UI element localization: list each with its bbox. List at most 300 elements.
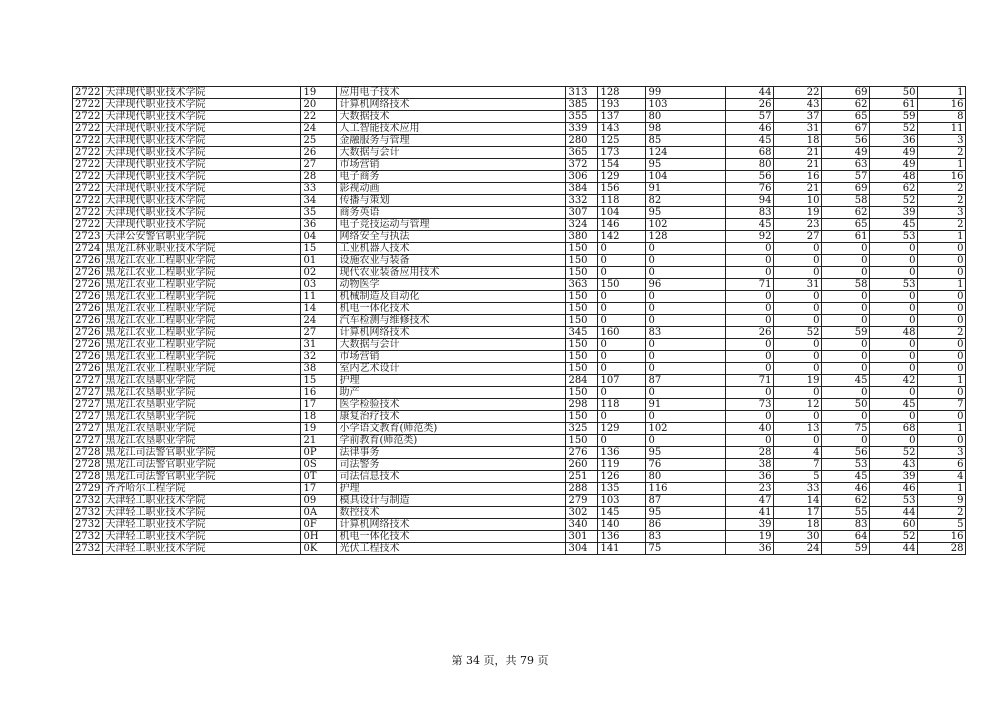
score-f-cell: 68 bbox=[870, 423, 918, 435]
score-f-cell: 49 bbox=[870, 159, 918, 171]
score-g-cell: 1 bbox=[918, 231, 966, 243]
score-c-cell: 0 bbox=[726, 339, 774, 351]
total-score-cell: 150 bbox=[566, 411, 598, 423]
major-name-cell: 市场营销 bbox=[337, 159, 566, 171]
score-e-cell: 58 bbox=[822, 195, 870, 207]
score-a-cell: 0 bbox=[598, 255, 646, 267]
admission-score-table bbox=[72, 86, 966, 555]
score-a-cell: 142 bbox=[598, 231, 646, 243]
score-g-cell: 2 bbox=[918, 183, 966, 195]
major-name-cell: 机械制造及自动化 bbox=[337, 291, 566, 303]
score-c-cell: 19 bbox=[726, 531, 774, 543]
total-score-cell: 150 bbox=[566, 255, 598, 267]
score-e-cell: 57 bbox=[822, 171, 870, 183]
school-code-cell: 2728 bbox=[73, 447, 103, 459]
table-row bbox=[73, 195, 966, 207]
score-g-cell: 0 bbox=[918, 267, 966, 279]
school-name-cell: 黑龙江农业工程职业学院 bbox=[103, 339, 301, 351]
score-c-cell: 45 bbox=[726, 219, 774, 231]
score-e-cell: 63 bbox=[822, 159, 870, 171]
school-name-cell: 黑龙江农业工程职业学院 bbox=[103, 291, 301, 303]
score-c-cell: 0 bbox=[726, 387, 774, 399]
major-name-cell: 计算机网络技术 bbox=[337, 519, 566, 531]
score-g-cell: 16 bbox=[918, 171, 966, 183]
score-d-cell: 16 bbox=[774, 171, 822, 183]
score-f-cell: 52 bbox=[870, 123, 918, 135]
major-name-cell: 汽车检测与维修技术 bbox=[337, 315, 566, 327]
score-e-cell: 59 bbox=[822, 327, 870, 339]
score-a-cell: 118 bbox=[598, 195, 646, 207]
school-name-cell: 天津现代职业技术学院 bbox=[103, 111, 301, 123]
score-b-cell: 95 bbox=[646, 207, 726, 219]
school-code-cell: 2726 bbox=[73, 279, 103, 291]
score-c-cell: 71 bbox=[726, 375, 774, 387]
score-c-cell: 0 bbox=[726, 243, 774, 255]
score-g-cell: 28 bbox=[918, 543, 966, 555]
major-name-cell: 网络安全与执法 bbox=[337, 231, 566, 243]
score-c-cell: 0 bbox=[726, 351, 774, 363]
score-b-cell: 0 bbox=[646, 411, 726, 423]
school-code-cell: 2727 bbox=[73, 423, 103, 435]
score-c-cell: 68 bbox=[726, 147, 774, 159]
major-name-cell: 医学检验技术 bbox=[337, 399, 566, 411]
total-score-cell: 276 bbox=[566, 447, 598, 459]
table-row bbox=[73, 387, 966, 399]
score-d-cell: 21 bbox=[774, 159, 822, 171]
table-row bbox=[73, 171, 966, 183]
major-name-cell: 计算机网络技术 bbox=[337, 99, 566, 111]
school-code-cell: 2729 bbox=[73, 483, 103, 495]
score-d-cell: 0 bbox=[774, 363, 822, 375]
score-g-cell: 0 bbox=[918, 291, 966, 303]
score-a-cell: 141 bbox=[598, 543, 646, 555]
school-code-cell: 2732 bbox=[73, 495, 103, 507]
score-e-cell: 65 bbox=[822, 219, 870, 231]
score-b-cell: 0 bbox=[646, 339, 726, 351]
score-g-cell: 7 bbox=[918, 399, 966, 411]
score-g-cell: 2 bbox=[918, 507, 966, 519]
score-g-cell: 1 bbox=[918, 87, 966, 99]
score-e-cell: 0 bbox=[822, 303, 870, 315]
score-d-cell: 5 bbox=[774, 471, 822, 483]
total-score-cell: 325 bbox=[566, 423, 598, 435]
score-a-cell: 0 bbox=[598, 351, 646, 363]
score-g-cell: 0 bbox=[918, 303, 966, 315]
major-name-cell: 室内艺术设计 bbox=[337, 363, 566, 375]
score-e-cell: 45 bbox=[822, 471, 870, 483]
school-code-cell: 2722 bbox=[73, 147, 103, 159]
score-a-cell: 0 bbox=[598, 363, 646, 375]
major-code-cell: 0S bbox=[301, 459, 337, 471]
total-score-cell: 150 bbox=[566, 351, 598, 363]
major-code-cell: 20 bbox=[301, 99, 337, 111]
school-name-cell: 天津现代职业技术学院 bbox=[103, 195, 301, 207]
score-c-cell: 47 bbox=[726, 495, 774, 507]
score-f-cell: 0 bbox=[870, 303, 918, 315]
total-score-cell: 279 bbox=[566, 495, 598, 507]
score-a-cell: 0 bbox=[598, 291, 646, 303]
score-g-cell: 0 bbox=[918, 339, 966, 351]
score-a-cell: 136 bbox=[598, 531, 646, 543]
score-b-cell: 128 bbox=[646, 231, 726, 243]
major-code-cell: 35 bbox=[301, 207, 337, 219]
score-f-cell: 0 bbox=[870, 291, 918, 303]
score-a-cell: 0 bbox=[598, 411, 646, 423]
score-b-cell: 0 bbox=[646, 387, 726, 399]
score-d-cell: 0 bbox=[774, 351, 822, 363]
score-f-cell: 44 bbox=[870, 543, 918, 555]
score-g-cell: 8 bbox=[918, 111, 966, 123]
school-name-cell: 天津现代职业技术学院 bbox=[103, 123, 301, 135]
score-a-cell: 128 bbox=[598, 87, 646, 99]
score-f-cell: 45 bbox=[870, 219, 918, 231]
major-name-cell: 金融服务与管理 bbox=[337, 135, 566, 147]
score-d-cell: 43 bbox=[774, 99, 822, 111]
score-d-cell: 0 bbox=[774, 435, 822, 447]
table-row bbox=[73, 303, 966, 315]
total-score-cell: 302 bbox=[566, 507, 598, 519]
major-code-cell: 16 bbox=[301, 387, 337, 399]
score-b-cell: 87 bbox=[646, 495, 726, 507]
score-c-cell: 23 bbox=[726, 483, 774, 495]
score-e-cell: 61 bbox=[822, 231, 870, 243]
school-code-cell: 2727 bbox=[73, 399, 103, 411]
score-e-cell: 0 bbox=[822, 387, 870, 399]
score-d-cell: 21 bbox=[774, 147, 822, 159]
score-e-cell: 0 bbox=[822, 339, 870, 351]
major-name-cell: 模具设计与制造 bbox=[337, 495, 566, 507]
table-row bbox=[73, 411, 966, 423]
major-code-cell: 11 bbox=[301, 291, 337, 303]
table-row bbox=[73, 483, 966, 495]
score-e-cell: 0 bbox=[822, 315, 870, 327]
school-name-cell: 天津现代职业技术学院 bbox=[103, 207, 301, 219]
score-c-cell: 38 bbox=[726, 459, 774, 471]
score-b-cell: 95 bbox=[646, 507, 726, 519]
school-code-cell: 2726 bbox=[73, 327, 103, 339]
major-name-cell: 助产 bbox=[337, 387, 566, 399]
score-c-cell: 0 bbox=[726, 411, 774, 423]
score-e-cell: 67 bbox=[822, 123, 870, 135]
score-f-cell: 60 bbox=[870, 519, 918, 531]
score-d-cell: 31 bbox=[774, 279, 822, 291]
major-code-cell: 04 bbox=[301, 231, 337, 243]
major-name-cell: 传播与策划 bbox=[337, 195, 566, 207]
school-name-cell: 天津现代职业技术学院 bbox=[103, 159, 301, 171]
score-e-cell: 69 bbox=[822, 183, 870, 195]
school-name-cell: 天津轻工职业技术学院 bbox=[103, 495, 301, 507]
score-c-cell: 73 bbox=[726, 399, 774, 411]
school-code-cell: 2732 bbox=[73, 531, 103, 543]
score-b-cell: 98 bbox=[646, 123, 726, 135]
score-c-cell: 36 bbox=[726, 471, 774, 483]
school-code-cell: 2722 bbox=[73, 87, 103, 99]
score-g-cell: 0 bbox=[918, 435, 966, 447]
school-code-cell: 2727 bbox=[73, 375, 103, 387]
school-code-cell: 2726 bbox=[73, 303, 103, 315]
score-d-cell: 33 bbox=[774, 483, 822, 495]
score-a-cell: 104 bbox=[598, 207, 646, 219]
major-name-cell: 司法信息技术 bbox=[337, 471, 566, 483]
major-name-cell: 市场营销 bbox=[337, 351, 566, 363]
score-b-cell: 86 bbox=[646, 519, 726, 531]
total-score-cell: 288 bbox=[566, 483, 598, 495]
major-name-cell: 工业机器人技术 bbox=[337, 243, 566, 255]
table-row bbox=[73, 423, 966, 435]
school-name-cell: 天津现代职业技术学院 bbox=[103, 135, 301, 147]
score-c-cell: 94 bbox=[726, 195, 774, 207]
school-name-cell: 黑龙江农垦职业学院 bbox=[103, 411, 301, 423]
score-e-cell: 49 bbox=[822, 147, 870, 159]
score-b-cell: 0 bbox=[646, 267, 726, 279]
major-code-cell: 0H bbox=[301, 531, 337, 543]
score-e-cell: 0 bbox=[822, 363, 870, 375]
school-name-cell: 黑龙江林业职业技术学院 bbox=[103, 243, 301, 255]
score-a-cell: 103 bbox=[598, 495, 646, 507]
table-row bbox=[73, 435, 966, 447]
major-code-cell: 15 bbox=[301, 243, 337, 255]
score-e-cell: 45 bbox=[822, 375, 870, 387]
major-name-cell: 法律事务 bbox=[337, 447, 566, 459]
school-name-cell: 天津轻工职业技术学院 bbox=[103, 507, 301, 519]
score-a-cell: 136 bbox=[598, 447, 646, 459]
score-d-cell: 31 bbox=[774, 123, 822, 135]
score-a-cell: 173 bbox=[598, 147, 646, 159]
major-code-cell: 27 bbox=[301, 159, 337, 171]
table-row bbox=[73, 279, 966, 291]
score-e-cell: 75 bbox=[822, 423, 870, 435]
total-score-cell: 304 bbox=[566, 543, 598, 555]
major-code-cell: 17 bbox=[301, 399, 337, 411]
school-name-cell: 黑龙江农垦职业学院 bbox=[103, 399, 301, 411]
score-b-cell: 102 bbox=[646, 219, 726, 231]
score-b-cell: 95 bbox=[646, 159, 726, 171]
score-d-cell: 13 bbox=[774, 423, 822, 435]
score-f-cell: 0 bbox=[870, 411, 918, 423]
score-c-cell: 0 bbox=[726, 291, 774, 303]
school-name-cell: 黑龙江农垦职业学院 bbox=[103, 435, 301, 447]
score-b-cell: 104 bbox=[646, 171, 726, 183]
score-b-cell: 83 bbox=[646, 531, 726, 543]
total-score-cell: 307 bbox=[566, 207, 598, 219]
score-a-cell: 0 bbox=[598, 339, 646, 351]
score-g-cell: 5 bbox=[918, 519, 966, 531]
score-f-cell: 61 bbox=[870, 99, 918, 111]
score-a-cell: 145 bbox=[598, 507, 646, 519]
major-code-cell: 17 bbox=[301, 483, 337, 495]
score-g-cell: 3 bbox=[918, 447, 966, 459]
school-name-cell: 黑龙江农业工程职业学院 bbox=[103, 327, 301, 339]
score-d-cell: 0 bbox=[774, 411, 822, 423]
score-f-cell: 0 bbox=[870, 351, 918, 363]
major-name-cell: 护理 bbox=[337, 483, 566, 495]
table-row bbox=[73, 519, 966, 531]
school-code-cell: 2724 bbox=[73, 243, 103, 255]
score-d-cell: 27 bbox=[774, 231, 822, 243]
score-a-cell: 125 bbox=[598, 135, 646, 147]
score-g-cell: 16 bbox=[918, 531, 966, 543]
school-name-cell: 齐齐哈尔工程学院 bbox=[103, 483, 301, 495]
major-code-cell: 19 bbox=[301, 87, 337, 99]
school-code-cell: 2728 bbox=[73, 459, 103, 471]
major-name-cell: 学前教育(师范类) bbox=[337, 435, 566, 447]
school-name-cell: 天津现代职业技术学院 bbox=[103, 183, 301, 195]
major-code-cell: 0K bbox=[301, 543, 337, 555]
score-f-cell: 0 bbox=[870, 363, 918, 375]
score-e-cell: 65 bbox=[822, 111, 870, 123]
school-name-cell: 黑龙江司法警官职业学院 bbox=[103, 447, 301, 459]
school-code-cell: 2726 bbox=[73, 351, 103, 363]
score-a-cell: 0 bbox=[598, 315, 646, 327]
total-score-cell: 150 bbox=[566, 339, 598, 351]
major-code-cell: 0F bbox=[301, 519, 337, 531]
score-c-cell: 39 bbox=[726, 519, 774, 531]
school-code-cell: 2726 bbox=[73, 291, 103, 303]
score-e-cell: 64 bbox=[822, 531, 870, 543]
score-f-cell: 0 bbox=[870, 243, 918, 255]
table-row bbox=[73, 459, 966, 471]
score-d-cell: 18 bbox=[774, 135, 822, 147]
school-code-cell: 2726 bbox=[73, 339, 103, 351]
major-name-cell: 康复治疗技术 bbox=[337, 411, 566, 423]
score-b-cell: 0 bbox=[646, 291, 726, 303]
major-name-cell: 商务英语 bbox=[337, 207, 566, 219]
major-name-cell: 设施农业与装备 bbox=[337, 255, 566, 267]
major-code-cell: 28 bbox=[301, 171, 337, 183]
table-row bbox=[73, 207, 966, 219]
school-name-cell: 黑龙江农垦职业学院 bbox=[103, 387, 301, 399]
score-g-cell: 1 bbox=[918, 375, 966, 387]
score-e-cell: 56 bbox=[822, 447, 870, 459]
score-b-cell: 75 bbox=[646, 543, 726, 555]
score-a-cell: 0 bbox=[598, 387, 646, 399]
table-row bbox=[73, 111, 966, 123]
score-g-cell: 2 bbox=[918, 147, 966, 159]
total-score-cell: 384 bbox=[566, 183, 598, 195]
score-d-cell: 0 bbox=[774, 387, 822, 399]
score-c-cell: 40 bbox=[726, 423, 774, 435]
score-c-cell: 57 bbox=[726, 111, 774, 123]
score-g-cell: 3 bbox=[918, 135, 966, 147]
table-row bbox=[73, 351, 966, 363]
score-e-cell: 0 bbox=[822, 411, 870, 423]
score-g-cell: 0 bbox=[918, 363, 966, 375]
score-f-cell: 48 bbox=[870, 327, 918, 339]
major-code-cell: 38 bbox=[301, 363, 337, 375]
score-f-cell: 46 bbox=[870, 483, 918, 495]
major-code-cell: 15 bbox=[301, 375, 337, 387]
major-code-cell: 02 bbox=[301, 267, 337, 279]
major-code-cell: 33 bbox=[301, 183, 337, 195]
table-row bbox=[73, 315, 966, 327]
score-a-cell: 146 bbox=[598, 219, 646, 231]
total-score-cell: 385 bbox=[566, 99, 598, 111]
score-b-cell: 0 bbox=[646, 435, 726, 447]
total-score-cell: 365 bbox=[566, 147, 598, 159]
score-g-cell: 0 bbox=[918, 255, 966, 267]
table-row bbox=[73, 507, 966, 519]
score-b-cell: 76 bbox=[646, 459, 726, 471]
score-c-cell: 44 bbox=[726, 87, 774, 99]
score-a-cell: 107 bbox=[598, 375, 646, 387]
table-row bbox=[73, 327, 966, 339]
score-f-cell: 44 bbox=[870, 507, 918, 519]
score-f-cell: 52 bbox=[870, 447, 918, 459]
school-name-cell: 黑龙江农业工程职业学院 bbox=[103, 267, 301, 279]
score-b-cell: 0 bbox=[646, 351, 726, 363]
score-c-cell: 0 bbox=[726, 267, 774, 279]
major-name-cell: 大数据与会计 bbox=[337, 339, 566, 351]
score-c-cell: 0 bbox=[726, 255, 774, 267]
school-name-cell: 天津公安警官职业学院 bbox=[103, 231, 301, 243]
score-d-cell: 24 bbox=[774, 543, 822, 555]
score-c-cell: 56 bbox=[726, 171, 774, 183]
score-e-cell: 62 bbox=[822, 99, 870, 111]
score-e-cell: 83 bbox=[822, 519, 870, 531]
score-a-cell: 126 bbox=[598, 471, 646, 483]
score-d-cell: 10 bbox=[774, 195, 822, 207]
score-f-cell: 0 bbox=[870, 339, 918, 351]
score-d-cell: 12 bbox=[774, 399, 822, 411]
major-code-cell: 0T bbox=[301, 471, 337, 483]
major-name-cell: 机电一体化技术 bbox=[337, 531, 566, 543]
score-e-cell: 0 bbox=[822, 291, 870, 303]
major-name-cell: 人工智能技术应用 bbox=[337, 123, 566, 135]
major-code-cell: 31 bbox=[301, 339, 337, 351]
total-score-cell: 150 bbox=[566, 315, 598, 327]
school-name-cell: 黑龙江司法警官职业学院 bbox=[103, 471, 301, 483]
page-footer: 第 34 页，共 79 页 bbox=[451, 654, 549, 667]
total-score-cell: 280 bbox=[566, 135, 598, 147]
score-c-cell: 0 bbox=[726, 315, 774, 327]
school-code-cell: 2722 bbox=[73, 183, 103, 195]
score-d-cell: 37 bbox=[774, 111, 822, 123]
table-row bbox=[73, 219, 966, 231]
table-row bbox=[73, 255, 966, 267]
school-code-cell: 2722 bbox=[73, 207, 103, 219]
school-name-cell: 黑龙江农业工程职业学院 bbox=[103, 351, 301, 363]
score-a-cell: 118 bbox=[598, 399, 646, 411]
table-row bbox=[73, 147, 966, 159]
total-score-cell: 372 bbox=[566, 159, 598, 171]
score-g-cell: 1 bbox=[918, 159, 966, 171]
major-code-cell: 0A bbox=[301, 507, 337, 519]
school-name-cell: 天津现代职业技术学院 bbox=[103, 171, 301, 183]
major-code-cell: 14 bbox=[301, 303, 337, 315]
score-a-cell: 129 bbox=[598, 171, 646, 183]
score-d-cell: 7 bbox=[774, 459, 822, 471]
score-a-cell: 150 bbox=[598, 279, 646, 291]
score-c-cell: 0 bbox=[726, 435, 774, 447]
school-name-cell: 黑龙江农业工程职业学院 bbox=[103, 303, 301, 315]
major-name-cell: 电子商务 bbox=[337, 171, 566, 183]
score-g-cell: 2 bbox=[918, 195, 966, 207]
major-name-cell: 小学语文教育(师范类) bbox=[337, 423, 566, 435]
score-g-cell: 0 bbox=[918, 243, 966, 255]
school-code-cell: 2732 bbox=[73, 519, 103, 531]
major-name-cell: 电子竞技运动与管理 bbox=[337, 219, 566, 231]
school-name-cell: 黑龙江农业工程职业学院 bbox=[103, 315, 301, 327]
score-e-cell: 53 bbox=[822, 459, 870, 471]
major-code-cell: 0P bbox=[301, 447, 337, 459]
score-e-cell: 59 bbox=[822, 543, 870, 555]
major-code-cell: 09 bbox=[301, 495, 337, 507]
total-score-cell: 332 bbox=[566, 195, 598, 207]
table-row bbox=[73, 543, 966, 555]
score-d-cell: 30 bbox=[774, 531, 822, 543]
score-d-cell: 19 bbox=[774, 375, 822, 387]
score-f-cell: 49 bbox=[870, 147, 918, 159]
